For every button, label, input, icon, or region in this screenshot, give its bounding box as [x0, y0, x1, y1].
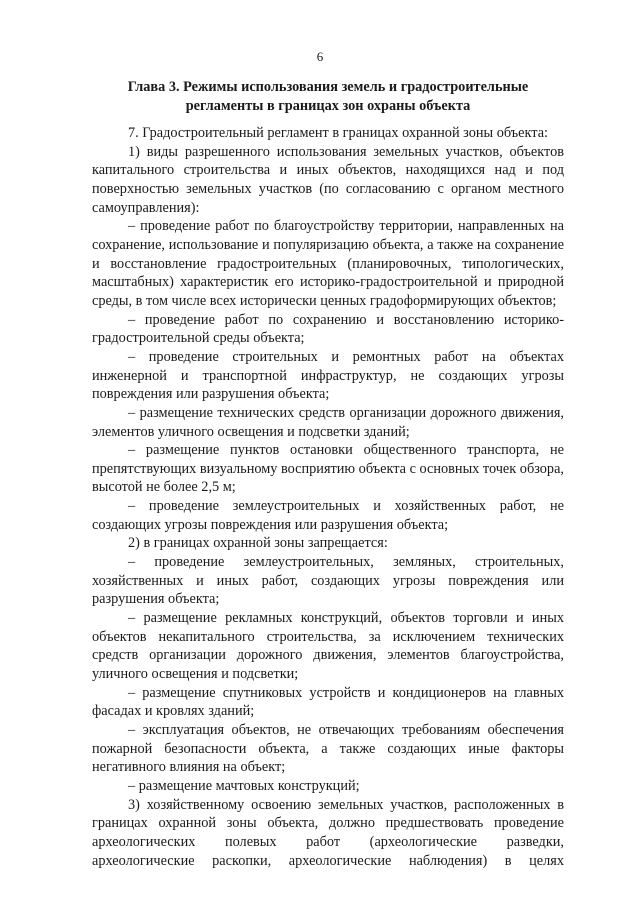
chapter-title-line-2: регламенты в границах зон охраны объекта: [185, 98, 471, 114]
list-item-transit-stops: – размещение пунктов остановки общественного транспорта, не препятствующих визуальному восприятию объекта с основных точек обзора, высотой не более 2,5 м;: [92, 442, 564, 496]
paragraph-subclause-1: 1) виды разрешенного использования земельных участков, объектов капитального строительства и иных объектов, находящихся над и под поверхностью земельных участков (по согласованию с органом местного самоуправления):: [92, 143, 564, 216]
list-item-environment-restoration: – проведение работ по сохранению и восстановлению историко-градостроительной среды объекта;: [92, 311, 564, 347]
list-item-prohibited-works: – проведение землеустроительных, земляных, строительных, хозяйственных и иных работ, создающих угрозы повреждения или разрушения объекта;: [92, 554, 564, 608]
document-body: [92, 124, 564, 870]
chapter-title: [92, 78, 564, 116]
list-item-infrastructure-works: – проведение строительных и ремонтных работ на объектах инженерной и транспортной инфраструктур, не создающих угрозы повреждения или разрушения объекта;: [92, 348, 564, 403]
page-number: 6: [316, 49, 324, 64]
list-item-land-management-works: – проведение землеустроительных и хозяйственных работ, не создающих угрозы повреждения или разрушения объекта;: [92, 498, 564, 533]
list-item-prohibited-satellite-devices: – размещение спутниковых устройств и кондиционеров на главных фасадах и кровлях зданий;: [92, 684, 564, 720]
paragraph-subclause-2: 2) в границах охранной зоны запрещается:: [128, 535, 388, 552]
list-item-prohibited-advertising: – размещение рекламных конструкций, объектов торговли и иных объектов некапитального строительства, за исключением технических средств организации дорожного движения, элементов благоустройства, уличного освещения и подсветки;: [92, 610, 564, 683]
paragraph-clause-7: 7. Градостроительный регламент в границах охранной зоны объекта:: [128, 125, 549, 141]
paragraph-subclause-3: 3) хозяйственному освоению земельных участков, расположенных в границах охранной зоны объекта, должно предшествовать проведение археологических полевых работ (археологические разведки, археологические раскопки, археологические наблюдения) в целях: [92, 796, 564, 869]
chapter-title-line-1: Глава 3. Режимы использования земель и градостроительные: [127, 79, 529, 95]
list-item-landscaping-works: – проведение работ по благоустройству территории, направленных на сохранение, использование и популяризацию объекта, а также на сохранение и восстановление градостроительных (планировочных, типологических, масштабных) характеристик его историко-градостроительной и природной среды, в том числе всех исторически ценных градоформирующих объектов;: [92, 218, 564, 309]
list-item-prohibited-unsafe-operation: – эксплуатация объектов, не отвечающих требованиям обеспечения пожарной безопасности объекта, а также создающих иные факторы негативного влияния на объект;: [92, 722, 564, 776]
list-item-traffic-equipment: – размещение технических средств организации дорожного движения, элементов уличного освещения и подсветки зданий;: [92, 404, 564, 440]
list-item-prohibited-masts: – размещение мачтовых конструкций;: [128, 777, 360, 794]
